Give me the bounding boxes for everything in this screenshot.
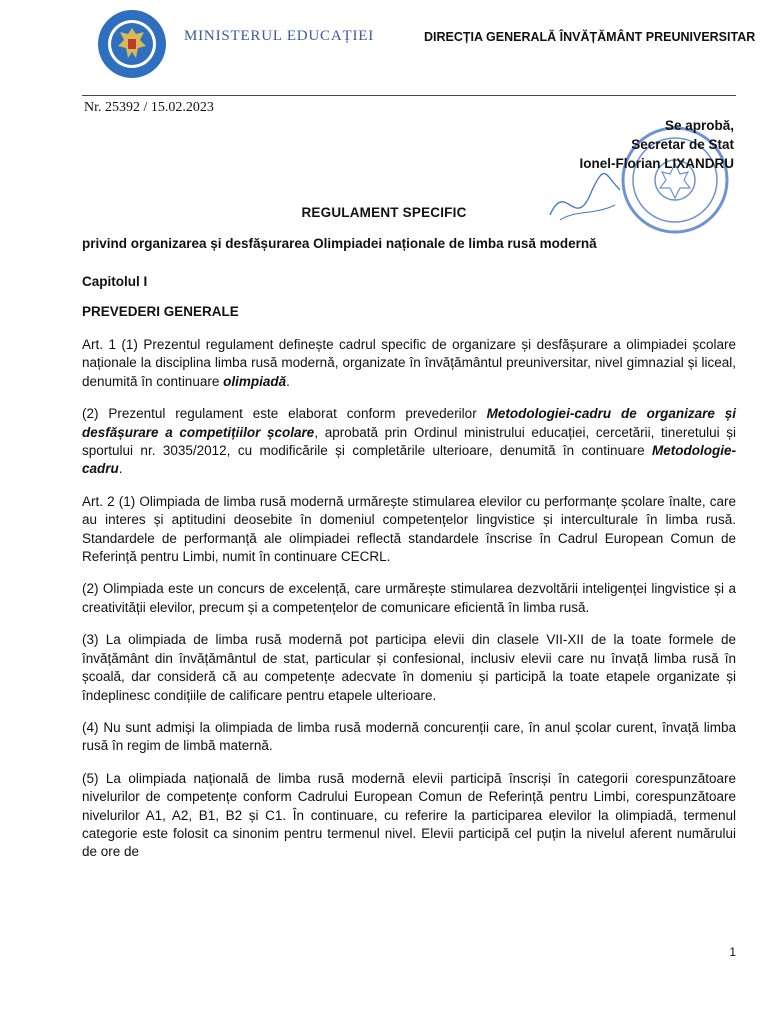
signature-icon — [545, 170, 625, 230]
body-text — [82, 336, 736, 862]
paragraph-art2-2: (2) Olimpiada este un concurs de excelență, care urmărește stimularea dezvoltării inteligenței lingvistice și a creativității elevilor, precum și a competențelor de comunicare eficientă în limba rusă. — [82, 581, 736, 615]
chapter-heading: Capitolul I — [82, 274, 148, 289]
paragraph-art1-1 — [82, 336, 736, 391]
section-heading: PREVEDERI GENERALE — [82, 304, 239, 319]
emphasis-text: Metodologie-cadru — [82, 443, 736, 477]
document-title: REGULAMENT SPECIFIC — [301, 205, 467, 220]
approval-block — [580, 116, 735, 173]
emphasis-text: Metodologiei-cadru de organizare și desfășurare a competițiilor școlare — [82, 406, 736, 440]
paragraph-text: (2) Prezentul regulament este elaborat conform prevederilor — [82, 406, 487, 422]
document-number: Nr. 25392 / 15.02.2023 — [84, 100, 214, 115]
paragraph-art2-1: Art. 2 (1) Olimpiada de limba rusă modernă urmărește stimularea elevilor cu performanțe școlare înalte, care au interes și aptitudini deosebite în domeniul competențelor lingvistice și interculturale în limba rusă. Standardele de performanță ale olimpiadei reflectă standardele înscrise în Cadrul European Comun de Referință pentru Limbi, numit în continuare CECRL. — [82, 493, 736, 565]
paragraph-text: . — [286, 373, 290, 389]
approval-line-3: Ionel-Florian LIXANDRU — [579, 156, 734, 171]
paragraph-art2-3: (3) La olimpiada de limba rusă modernă pot participa elevii din clasele VII-XII de la toate formele de învățământ din învățământul de stat, particular și confesional, inclusiv elevii care nu învață limba rusă în școală, dar consideră că au competențe adecvate în domeniu și participă la toate etapele organizate și îndeplinesc condițiile de calificare pentru etapele ulterioare. — [82, 632, 736, 703]
government-seal-icon — [96, 8, 168, 80]
paragraph-art2-4: (4) Nu sunt admiși la olimpiada de limba rusă modernă concurenții care, în anul școlar curent, învață limba rusă în regim de limbă maternă. — [82, 719, 736, 754]
document-subtitle: privind organizarea și desfășurarea Olimpiadei naționale de limba rusă modernă — [82, 236, 597, 251]
header-divider — [82, 95, 736, 96]
paragraph-text: , aprobată prin Ordinul ministrului educației, cercetării, tineretului și sportului nr. 3035/2012, cu modificările și completările ulterioare, denumită în continuare — [82, 424, 736, 459]
paragraph-art2-5: (5) La olimpiada națională de limba rusă modernă elevii participă înscriși în categorii corespunzătoare nivelurilor de competențe conform Cadrului European Comun de Referință pentru Limbi, corespunzătoare nivelurilor A1, A2, B1, B2 și C1. În continuare, cu referire la participarea elevilor la olimpiadă, termenul categorie este folosit ca sinonim pentru termenul nivel. Elevii participă cel puțin la nivelul aferent numărului de ore de — [82, 770, 736, 860]
paragraph-text: Art. 1 (1) Prezentul regulament definește cadrul specific de organizare și desfășurare a olimpiadei școlare naționale la disciplina limba rusă modernă, organizate în învățământul preuniversitar, nivel gimnazial și liceal, denumită în continuare — [82, 337, 736, 389]
approval-line-1: Se aprobă, — [664, 118, 734, 133]
paragraph-art1-2 — [82, 405, 736, 479]
paragraph-text: . — [118, 461, 123, 477]
ministry-name: MINISTERUL EDUCAȚIEI — [184, 28, 375, 44]
approval-line-2: Secretar de Stat — [631, 137, 734, 152]
emphasis-text: olimpiadă — [223, 373, 287, 389]
directorate-name: DIRECȚIA GENERALĂ ÎNVĂȚĂMÂNT PREUNIVERSITAR — [424, 30, 756, 44]
page-number: 1 — [729, 945, 736, 959]
